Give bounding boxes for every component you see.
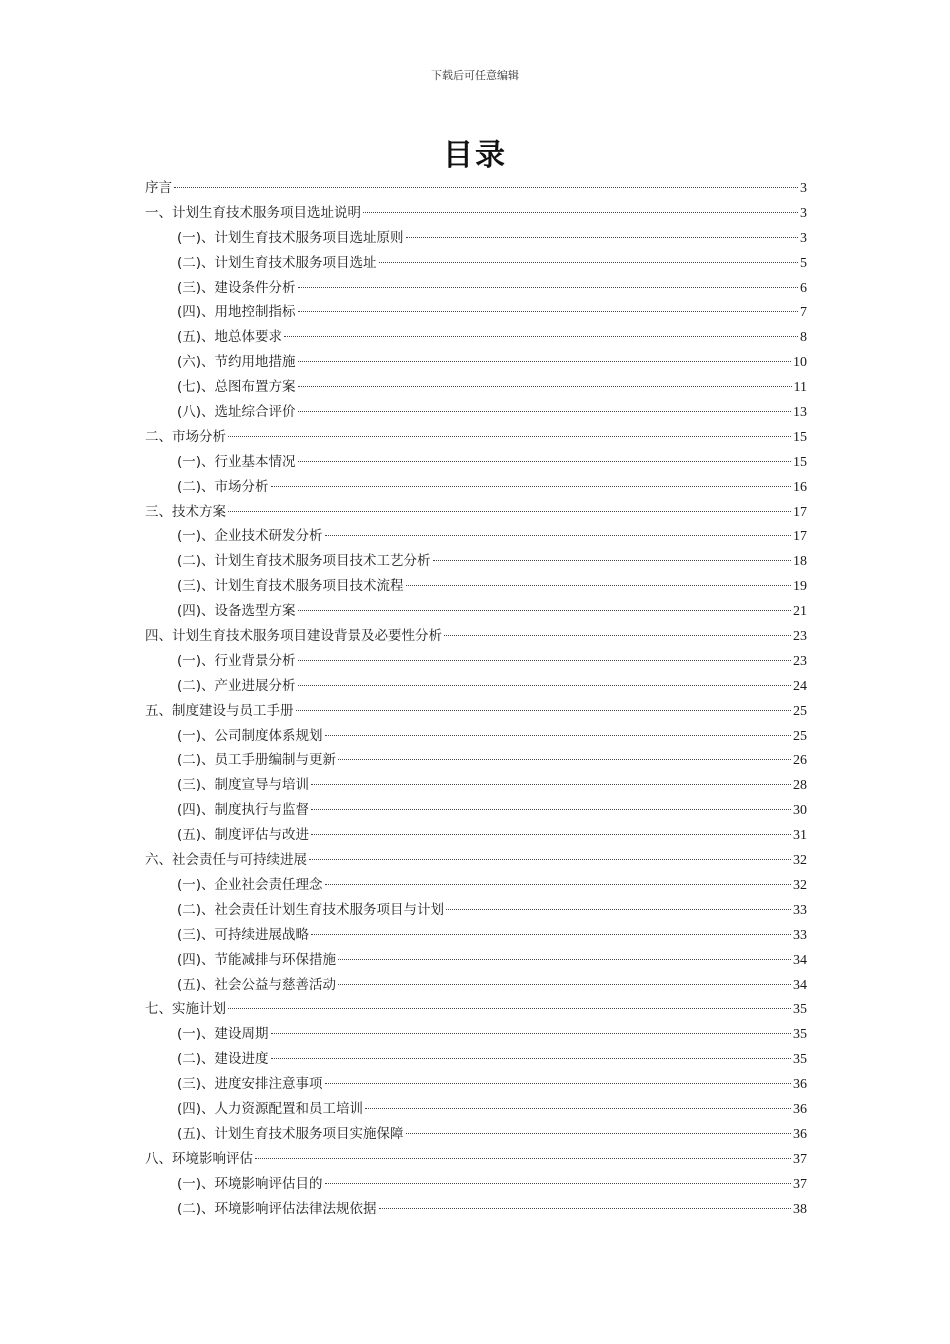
toc-entry-page-number: 36: [793, 1126, 807, 1142]
dot-leader: [255, 1158, 791, 1159]
toc-entry-page-number: 7: [800, 305, 807, 321]
toc-entry-label: (二)、产业进展分析: [177, 677, 296, 694]
toc-entry-label: (一)、企业技术研发分析: [177, 528, 323, 545]
dot-leader: [325, 1083, 791, 1084]
toc-entry-page-number: 24: [793, 678, 807, 694]
dot-leader: [325, 1183, 791, 1184]
toc-entry[interactable]: [145, 226, 807, 251]
toc-entry-page-number: 35: [793, 1002, 807, 1018]
toc-entry-page-number: 5: [800, 255, 807, 271]
dot-leader: [406, 1133, 791, 1134]
toc-entry-page-number: 8: [800, 330, 807, 346]
toc-entry-label: (一)、建设周期: [177, 1026, 269, 1043]
dot-leader: [406, 237, 798, 238]
toc-entry-page-number: 34: [793, 952, 807, 968]
toc-entry[interactable]: [145, 300, 807, 325]
toc-entry-page-number: 33: [793, 927, 807, 943]
dot-leader: [298, 685, 791, 686]
toc-entry[interactable]: [145, 1022, 807, 1047]
toc-entry[interactable]: [145, 848, 807, 873]
toc-entry[interactable]: [145, 524, 807, 549]
toc-entry-label: (六)、节约用地措施: [177, 354, 296, 371]
toc-entry[interactable]: [145, 276, 807, 301]
toc-entry-page-number: 16: [793, 479, 807, 495]
dot-leader: [174, 187, 798, 188]
toc-entry-page-number: 23: [793, 629, 807, 645]
toc-entry-label: (一)、行业背景分析: [177, 652, 296, 669]
dot-leader: [338, 959, 791, 960]
header-note: 下载后可任意编辑: [431, 69, 519, 82]
toc-entry-label: (二)、计划生育技术服务项目选址: [177, 254, 377, 271]
toc-entry-label: (一)、企业社会责任理念: [177, 876, 323, 893]
dot-leader: [311, 934, 791, 935]
toc-entry-label: (四)、用地控制指标: [177, 304, 296, 321]
toc-entry[interactable]: [145, 176, 807, 201]
toc-entry[interactable]: [145, 948, 807, 973]
toc-entry-page-number: 32: [793, 853, 807, 869]
toc-entry-page-number: 21: [793, 604, 807, 620]
toc-entry-page-number: 23: [793, 653, 807, 669]
toc-entry[interactable]: [145, 574, 807, 599]
toc-entry-label: (二)、环境影响评估法律法规依据: [177, 1200, 377, 1217]
dot-leader: [325, 735, 791, 736]
toc-entry[interactable]: [145, 699, 807, 724]
toc-entry-label: (二)、社会责任计划生育技术服务项目与计划: [177, 901, 445, 918]
toc-entry-page-number: 35: [793, 1052, 807, 1068]
dot-leader: [365, 1108, 791, 1109]
toc-entry[interactable]: [145, 1197, 807, 1222]
dot-leader: [406, 585, 791, 586]
toc-entry[interactable]: [145, 798, 807, 823]
table-of-contents: [145, 176, 807, 1221]
toc-entry[interactable]: [145, 325, 807, 350]
toc-entry-page-number: 25: [793, 728, 807, 744]
toc-entry-label: 七、实施计划: [145, 1001, 226, 1018]
toc-entry[interactable]: [145, 1147, 807, 1172]
toc-entry-label: 八、环境影响评估: [145, 1150, 253, 1167]
toc-entry-label: (一)、公司制度体系规划: [177, 727, 323, 744]
toc-entry-page-number: 26: [793, 753, 807, 769]
toc-entry[interactable]: [145, 350, 807, 375]
toc-title: 目录: [443, 138, 507, 173]
toc-entry[interactable]: [145, 500, 807, 525]
toc-entry[interactable]: [145, 400, 807, 425]
toc-entry-page-number: 32: [793, 877, 807, 893]
toc-entry-page-number: 15: [793, 429, 807, 445]
toc-entry[interactable]: [145, 773, 807, 798]
toc-entry[interactable]: [145, 823, 807, 848]
toc-entry-page-number: 6: [800, 280, 807, 296]
toc-entry[interactable]: [145, 724, 807, 749]
toc-entry-label: (八)、选址综合评价: [177, 404, 296, 421]
toc-entry-label: (四)、节能减排与环保措施: [177, 951, 337, 968]
toc-entry-page-number: 36: [793, 1077, 807, 1093]
toc-entry-page-number: 28: [793, 778, 807, 794]
dot-leader: [379, 1208, 791, 1209]
dot-leader: [228, 511, 791, 512]
toc-entry-label: (一)、行业基本情况: [177, 453, 296, 470]
dot-leader: [298, 386, 792, 387]
dot-leader: [311, 834, 791, 835]
toc-entry-label: (五)、计划生育技术服务项目实施保障: [177, 1125, 404, 1142]
toc-entry[interactable]: [145, 997, 807, 1022]
dot-leader: [433, 560, 791, 561]
toc-entry-page-number: 33: [793, 902, 807, 918]
dot-leader: [338, 984, 791, 985]
dot-leader: [284, 336, 798, 337]
toc-entry-page-number: 36: [793, 1101, 807, 1117]
toc-entry[interactable]: [145, 1097, 807, 1122]
dot-leader: [379, 262, 798, 263]
toc-entry-label: (三)、可持续进展战略: [177, 926, 310, 943]
dot-leader: [298, 610, 791, 611]
dot-leader: [298, 411, 791, 412]
dot-leader: [311, 784, 791, 785]
toc-entry-page-number: 10: [793, 355, 807, 371]
dot-leader: [298, 287, 798, 288]
dot-leader: [363, 212, 798, 213]
toc-entry-page-number: 34: [793, 977, 807, 993]
toc-entry[interactable]: [145, 1072, 807, 1097]
toc-entry[interactable]: [145, 599, 807, 624]
toc-entry[interactable]: [145, 201, 807, 226]
toc-entry-page-number: 19: [793, 579, 807, 595]
toc-entry[interactable]: [145, 624, 807, 649]
toc-entry[interactable]: [145, 450, 807, 475]
toc-entry[interactable]: [145, 1047, 807, 1072]
toc-entry-label: 二、市场分析: [145, 428, 226, 445]
dot-leader: [228, 436, 791, 437]
toc-entry-page-number: 3: [800, 181, 807, 196]
dot-leader: [271, 1058, 791, 1059]
toc-entry-label: (四)、设备选型方案: [177, 603, 296, 620]
toc-entry[interactable]: [145, 873, 807, 898]
toc-entry-page-number: 31: [793, 828, 807, 844]
toc-entry-page-number: 38: [793, 1201, 807, 1217]
toc-entry[interactable]: [145, 1172, 807, 1197]
toc-entry-page-number: 11: [793, 380, 807, 396]
toc-entry[interactable]: [145, 748, 807, 773]
dot-leader: [228, 1008, 791, 1009]
toc-entry-page-number: 3: [800, 230, 807, 246]
toc-entry-label: (五)、社会公益与慈善活动: [177, 976, 337, 993]
toc-entry-label: (五)、地总体要求: [177, 329, 283, 346]
toc-entry-page-number: 37: [793, 1176, 807, 1192]
toc-entry-label: (二)、员工手册编制与更新: [177, 752, 337, 769]
toc-entry[interactable]: [145, 251, 807, 276]
toc-entry-label: (二)、市场分析: [177, 478, 269, 495]
dot-leader: [446, 909, 791, 910]
dot-leader: [271, 486, 791, 487]
toc-entry-label: (三)、建设条件分析: [177, 279, 296, 296]
toc-entry-page-number: 17: [793, 504, 807, 520]
toc-entry-label: (三)、制度宣导与培训: [177, 777, 310, 794]
dot-leader: [309, 859, 791, 860]
toc-entry-page-number: 30: [793, 803, 807, 819]
toc-entry-label: (二)、建设进度: [177, 1051, 269, 1068]
dot-leader: [298, 461, 791, 462]
toc-entry-page-number: 18: [793, 554, 807, 570]
dot-leader: [296, 710, 792, 711]
toc-entry-label: (四)、制度执行与监督: [177, 802, 310, 819]
toc-entry-label: (一)、环境影响评估目的: [177, 1175, 323, 1192]
dot-leader: [298, 660, 791, 661]
toc-entry[interactable]: [145, 649, 807, 674]
toc-entry-label: 一、计划生育技术服务项目选址说明: [145, 204, 361, 221]
toc-entry-page-number: 37: [793, 1151, 807, 1167]
toc-entry[interactable]: [145, 425, 807, 450]
toc-entry-label: (二)、计划生育技术服务项目技术工艺分析: [177, 553, 431, 570]
dot-leader: [311, 809, 791, 810]
toc-entry-label: (五)、制度评估与改进: [177, 827, 310, 844]
toc-entry[interactable]: [145, 375, 807, 400]
dot-leader: [325, 535, 791, 536]
dot-leader: [271, 1033, 791, 1034]
toc-entry-label: (一)、计划生育技术服务项目选址原则: [177, 229, 404, 246]
dot-leader: [325, 884, 791, 885]
toc-entry-page-number: 25: [793, 703, 807, 719]
toc-entry[interactable]: [145, 898, 807, 923]
toc-entry-label: (三)、计划生育技术服务项目技术流程: [177, 578, 404, 595]
toc-entry-label: 序言: [145, 180, 172, 196]
toc-entry[interactable]: [145, 674, 807, 699]
toc-entry[interactable]: [145, 923, 807, 948]
toc-entry-page-number: 15: [793, 454, 807, 470]
toc-entry[interactable]: [145, 475, 807, 500]
dot-leader: [338, 759, 791, 760]
toc-entry-page-number: 17: [793, 529, 807, 545]
toc-entry-label: 三、技术方案: [145, 503, 226, 520]
toc-entry-label: 五、制度建设与员工手册: [145, 702, 294, 719]
dot-leader: [444, 635, 791, 636]
toc-entry-page-number: 35: [793, 1027, 807, 1043]
toc-entry-label: (四)、人力资源配置和员工培训: [177, 1100, 364, 1117]
toc-entry-label: (七)、总图布置方案: [177, 379, 296, 396]
toc-entry-label: 四、计划生育技术服务项目建设背景及必要性分析: [145, 628, 442, 645]
toc-entry-label: (三)、进度安排注意事项: [177, 1076, 323, 1093]
toc-entry-page-number: 13: [793, 405, 807, 421]
dot-leader: [298, 311, 798, 312]
dot-leader: [298, 361, 791, 362]
toc-entry-label: 六、社会责任与可持续进展: [145, 852, 307, 869]
toc-entry[interactable]: [145, 973, 807, 998]
toc-entry[interactable]: [145, 1122, 807, 1147]
toc-entry-page-number: 3: [800, 205, 807, 221]
toc-entry[interactable]: [145, 549, 807, 574]
